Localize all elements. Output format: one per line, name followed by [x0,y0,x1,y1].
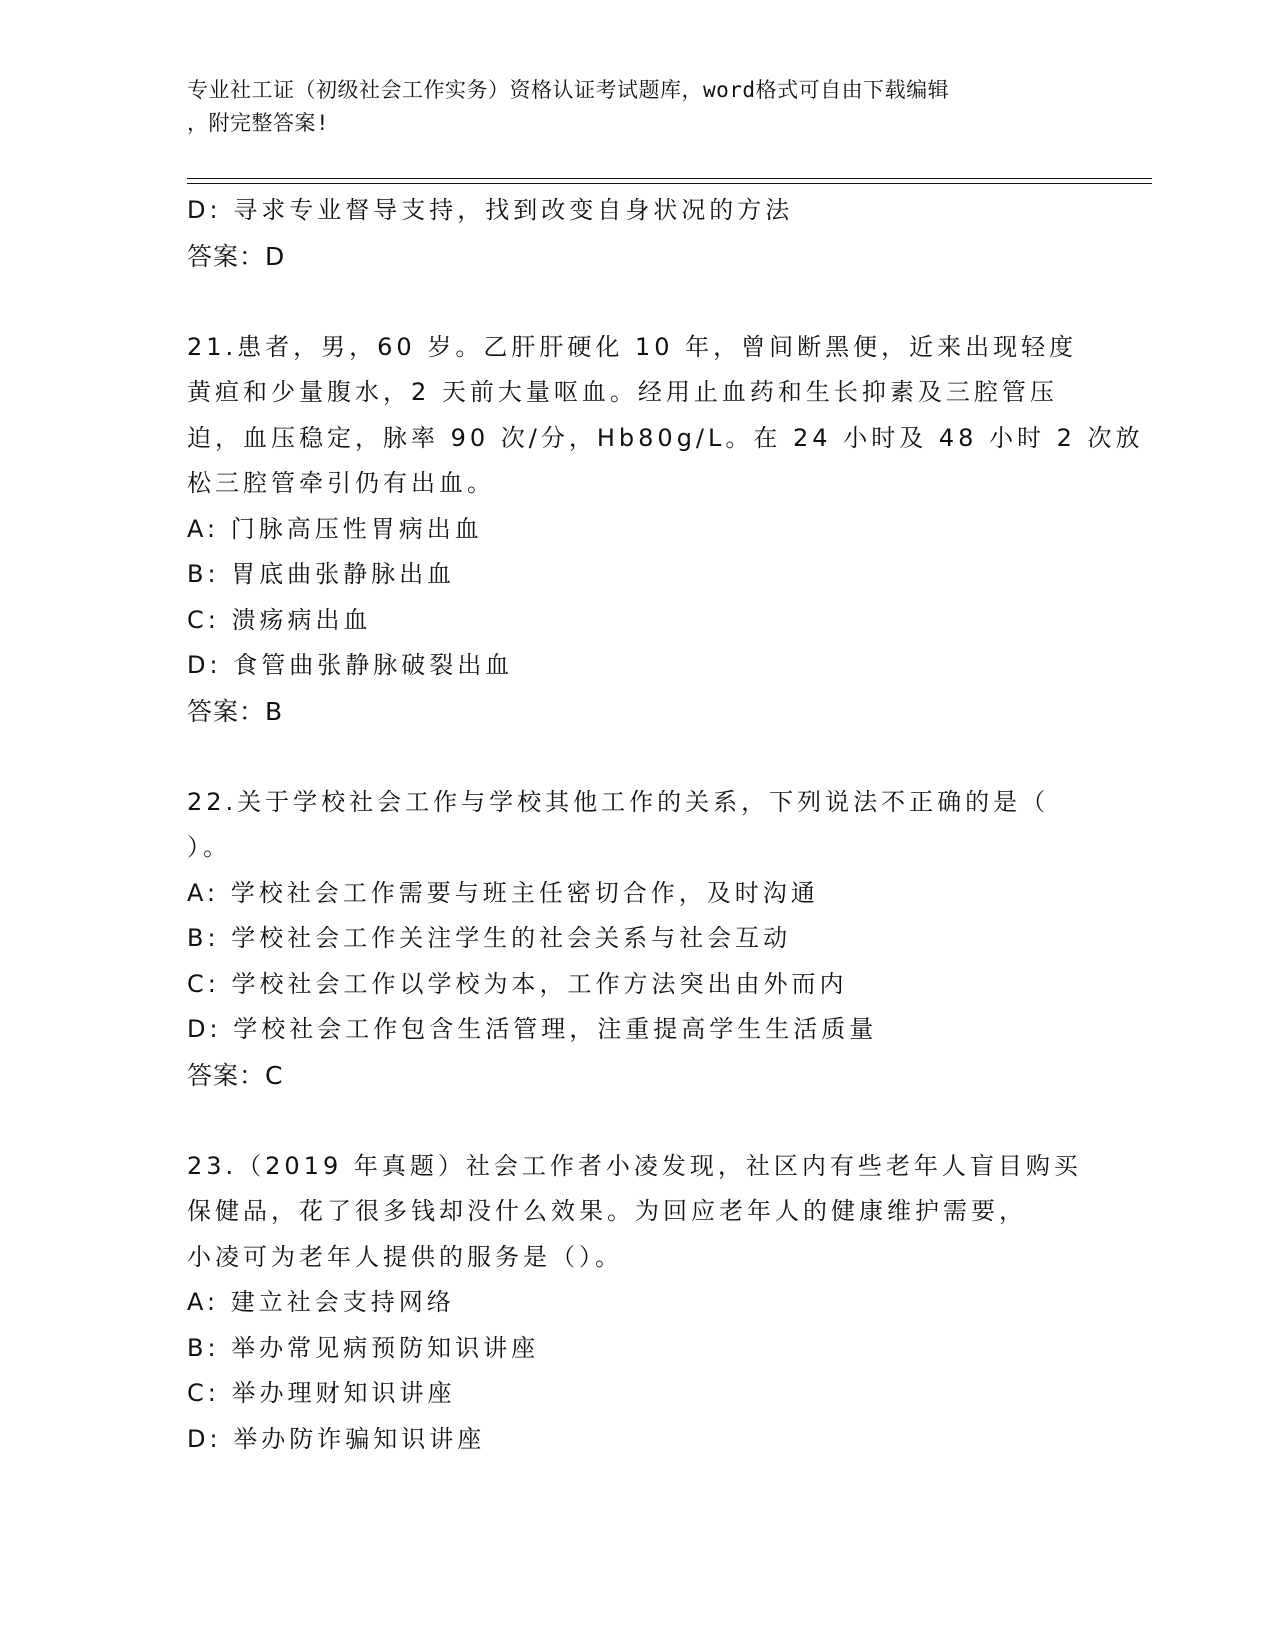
question-22 [187,780,1087,1099]
question-text-line: 黄疸和少量腹水，2 天前大量呕血。经用止血药和生长抑素及三腔管压 [187,378,1058,406]
option-a: A: 学校社会工作需要与班主任密切合作，及时沟通 [187,878,819,907]
option-d: D: 举办防诈骗知识讲座 [187,1424,486,1453]
header-title-line-1: 专业社工证（初级社会工作实务）资格认证考试题库，word格式可自由下载编辑 [187,78,950,102]
question-text [187,325,1144,507]
answer-line: 答案：C [187,1060,284,1090]
question-text [187,1144,1087,1281]
question-21 [187,325,1144,735]
option-c: C: 学校社会工作以学校为本，工作方法突出由外而内 [187,969,848,998]
previous-question-tail [187,188,1087,279]
header-divider-top [187,178,1152,179]
option-d: D: 寻求专业督导支持，找到改变自身状况的方法 [187,196,794,224]
option-d: D: 学校社会工作包含生活管理，注重提高学生生活质量 [187,1015,878,1043]
option-a: A: 门脉高压性胃病出血 [187,514,483,543]
question-text [187,780,1087,871]
option-c: C: 溃疡病出血 [187,605,372,634]
header-divider-bottom [187,183,1152,184]
question-text-line: 保健品，花了很多钱却没什么效果。为回应老年人的健康维护需要， [187,1197,1027,1225]
question-text-line: ）。 [187,833,231,861]
header-title-line-2: ，附完整答案! [187,111,330,135]
question-content [187,188,1144,1462]
question-text-line: 22.关于学校社会工作与学校其他工作的关系，下列说法不正确的是（ [187,787,1050,816]
document-header [187,74,1067,140]
option-d: D: 食管曲张静脉破裂出血 [187,651,514,679]
question-text-line: 小凌可为老年人提供的服务是（）。 [187,1242,623,1271]
answer-line: 答案：B [187,696,284,726]
question-text-line: 23.（2019 年真题）社会工作者小凌发现，社区内有些老年人盲目购买 [187,1151,1082,1180]
answer-line: 答案：D [187,241,286,271]
question-text-line: 21.患者，男，60 岁。乙肝肝硬化 10 年，曾间断黑便，近来出现轻度 [187,332,1078,361]
question-text-line: 迫，血压稳定，脉率 90 次/分，Hb80g/L。在 24 小时及 48 小时 2 次放 [187,423,1144,452]
option-b: B: 举办常见病预防知识讲座 [187,1333,540,1362]
option-c: C: 举办理财知识讲座 [187,1379,456,1407]
question-23 [187,1144,1087,1463]
option-a: A: 建立社会支持网络 [187,1288,455,1316]
option-b: B: 胃底曲张静脉出血 [187,560,456,588]
question-text-line: 松三腔管牵引仍有出血。 [187,469,495,497]
option-b: B: 学校社会工作关注学生的社会关系与社会互动 [187,924,792,952]
